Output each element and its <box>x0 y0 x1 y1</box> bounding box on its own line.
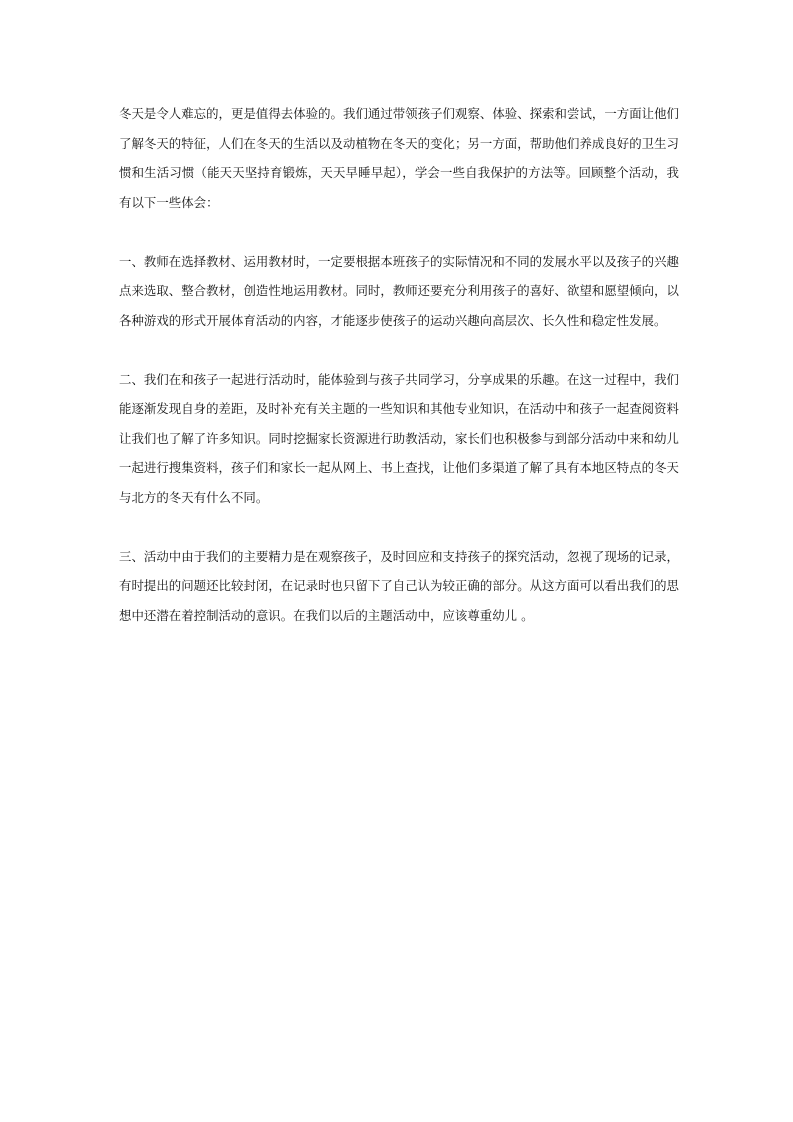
paragraph-intro: 冬天是令人难忘的，更是值得去体验的。我们通过带领孩子们观察、体验、探索和尝试，一方面让他们了解冬天的特征，人们在冬天的生活以及动植物在冬天的变化；另一方面，帮助他们养成良好的卫生习惯和生活习惯（能天天坚持育锻炼，天天早睡早起），学会一些自我保护的方法等。回顾整个活动，我有以下一些体会： <box>119 106 679 210</box>
paragraph-point-two: 二、我们在和孩子一起进行活动时，能体验到与孩子共同学习，分享成果的乐趣。在这一过程中，我们能逐渐发现自身的差距，及时补充有关主题的一些知识和其他专业知识，在活动中和孩子一起查阅资料让我们也了解了许多知识。同时挖掘家长资源进行助教活动，家长们也积极参与到部分活动中来和幼儿一起进行搜集资料，孩子们和家长一起从网上、书上查找，让他们多渠道了解了具有本地区特点的冬天与北方的冬天有什么不同。 <box>119 371 679 505</box>
document-body <box>119 99 679 630</box>
paragraph-point-one: 一、教师在选择教材、运用教材时，一定要根据本班孩子的实际情况和不同的发展水平以及孩子的兴趣点来选取、整合教材，创造性地运用教材。同时，教师还要充分利用孩子的喜好、欲望和愿望倾向，以各种游戏的形式开展体育活动的内容，才能逐步使孩子的运动兴趣向高层次、长久性和稳定性发展。 <box>119 253 679 328</box>
paragraph-point-three: 三、活动中由于我们的主要精力是在观察孩子，及时回应和支持孩子的探究活动，忽视了现场的记录，有时提出的问题还比较封闭，在记录时也只留下了自己认为较正确的部分。从这方面可以看出我们的思想中还潜在着控制活动的意识。在我们以后的主题活动中，应该尊重幼儿 。 <box>119 548 679 623</box>
